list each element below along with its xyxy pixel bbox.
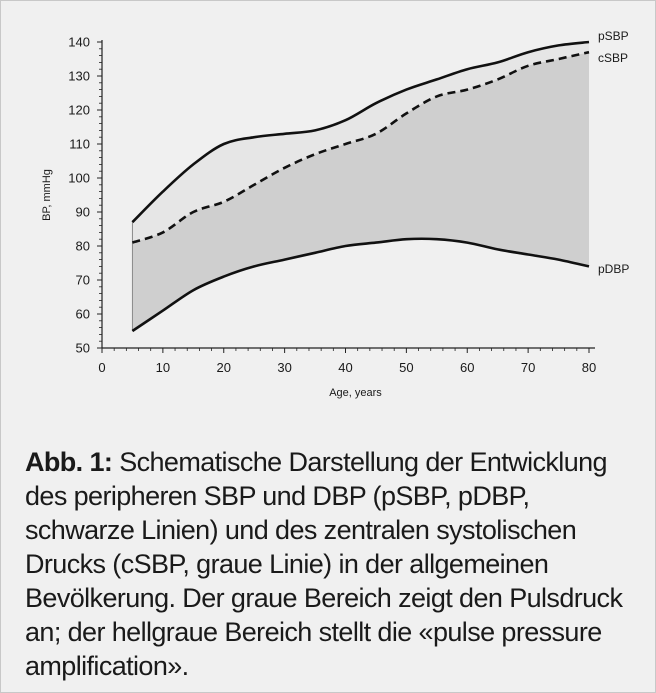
y-tick-label: 50 [75,340,90,356]
y-tick-label: 70 [75,272,90,288]
series-label-csbp: cSBP [598,51,629,65]
y-tick-label: 90 [75,204,90,220]
x-tick-label: 50 [399,360,414,375]
chart-container [1,1,655,421]
x-tick-label: 40 [338,360,353,375]
x-axis-title: Age, years [329,387,382,399]
y-tick-label: 80 [75,238,90,254]
x-tick-label: 70 [520,360,536,375]
figure-caption [25,445,635,683]
x-tick-label: 0 [98,360,106,375]
x-tick-label: 30 [277,360,292,375]
y-tick-label: 140 [68,34,90,50]
caption-lead: Abb. 1: [25,447,113,477]
y-tick-label: 110 [69,136,90,152]
y-tick-label: 100 [68,170,90,186]
bp-chart [1,1,655,421]
y-axis-title: BP, mmHg [41,169,53,221]
y-tick-label: 130 [68,68,90,84]
x-tick-label: 10 [155,360,171,375]
x-tick-label: 80 [581,360,597,375]
y-tick-label: 120 [68,102,90,118]
series-label-psbp: pSBP [598,29,629,43]
caption-text: Schematische Darstellung der Entwicklung des peripheren SBP und DBP (pSBP, pDBP, schwarze Linien) und des zentralen systolischen Drucks (cSBP, graue Linie) in der allgemeinen Bevölkerung. Der graue Bereich zeigt den Pulsdruck an; der hellgraue Bereich stellt die «pulse pressure amplification». [25,447,623,681]
y-tick-label: 60 [75,306,90,322]
x-tick-label: 20 [216,360,231,375]
x-tick-label: 60 [460,360,475,375]
series-label-pdbp: pDBP [598,262,630,276]
series-labels [598,29,629,276]
